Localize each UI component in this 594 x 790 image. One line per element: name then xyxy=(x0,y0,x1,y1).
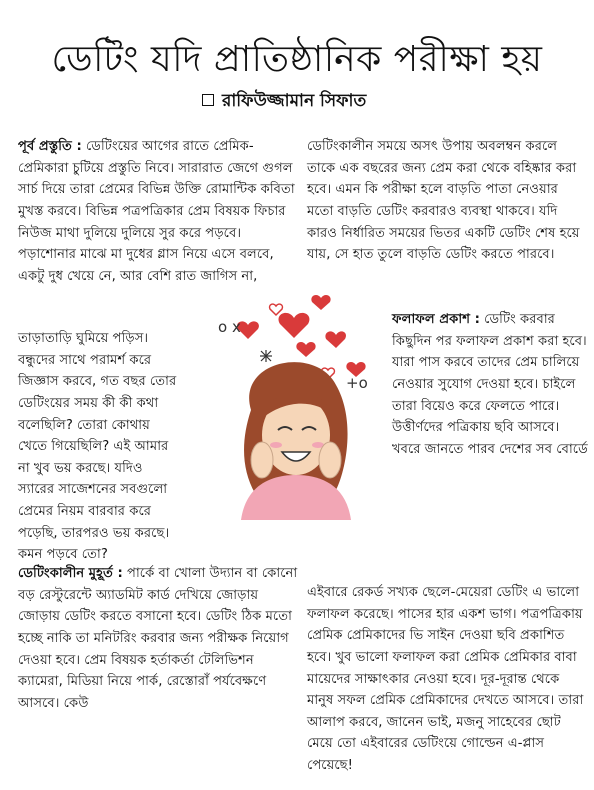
preparation-heading: পূর্ব প্রস্তুতি : xyxy=(18,139,82,155)
heart-icon xyxy=(270,304,283,315)
left-hand xyxy=(251,442,273,478)
preparation-text: ডেটিংয়ের আগের রাতে প্রেমিক-প্রেমিকারা চুটিয়ে প্রস্তুতি নিবে। সারারাত জেগে গুগল সার্চ দিয়ে তারা প্রেমের বিভিন্ন উক্তি রোমান্টিক কবিতা মুখস্ত করবে। বিভিন্ন পত্রপত্রিকার প্রেম বিষয়ক ফিচার নিউজ মাথা দুলিয়ে দুলিয়ে সুর করে পড়বে। পড়াশোনার মাঝে মা দুধের গ্লাস নিয়ে এসে বলবে, একটু দুধ খেয়ে নে, আর বেশি রাত জাগিস না, xyxy=(18,139,295,284)
heart-icon xyxy=(325,331,346,348)
doodle-plus-o: +o xyxy=(346,374,368,392)
section-result xyxy=(392,296,588,474)
square-bullet-icon xyxy=(202,94,214,106)
moment-paragraph xyxy=(18,563,300,714)
girl-illustration xyxy=(196,290,396,520)
author-name: রাফিউজ্জামান সিফাত xyxy=(222,91,367,111)
preparation-continued xyxy=(18,315,178,582)
blush xyxy=(270,442,282,448)
moment-text: পার্কে বা খোলা উদ্যান বা কোনো বড় রেস্টুরেন্টে অ্যাডমিট কার্ড দেখিয়ে জোড়ায় জোড়ায় ডেটিং করতে বসানো হবে। ডেটিং ঠিক মতো হচ্ছে নাকি তা মনিটরিং করবার জন্য পরীক্ষক নিয়োগ দেওয়া হবে। প্রেম বিষয়ক হর্তাকর্তা টেলিভিশন ক্যামেরা, মিডিয়া নিয়ে পার্ক, রেস্তোরাঁ পর্যবেক্ষণে আসবে। কেউ xyxy=(18,566,298,711)
heart-icon xyxy=(311,295,330,310)
section-moment xyxy=(18,550,300,728)
section-continuation xyxy=(307,123,587,279)
result-paragraph xyxy=(392,309,588,460)
article-title: ডেটিং যদি প্রাতিষ্ঠানিক পরীক্ষা হয় xyxy=(51,39,543,81)
result-continued xyxy=(307,569,587,790)
heart-icon xyxy=(279,313,310,338)
preparation-narrow-text: তাড়াতাড়ি ঘুমিয়ে পড়িস। বন্ধুদের সাথে পরামর্শ করে জিজ্ঞাস করবে, গত বছর তোর ডেটিংয়ের সময় কী কী কথা বলেছিলি? তোরা কোথায় খেতে গিয়েছিলি? এই আমার না খুব ভয় করছে। যদিও স্যারের সাজেশনের সবগুলো প্রেমের নিয়ম বারবার করে পড়েছি, তারপরও ভয় করছে। কমন পড়বে তো? xyxy=(18,331,177,563)
right-hand xyxy=(319,442,341,478)
continuation-text: ডেটিংকালীন সময়ে অসৎ উপায় অবলম্বন করলে তাকে এক বছরের জন্য প্রেম করা থেকে বহিষ্কার করা হবে। এমন কি পরীক্ষা হলে বাড়তি পাতা নেওয়ার মতো বাড়তি ডেটিং করবারও ব্যবস্থা থাকবে। যদি কারও নির্ধারিত সময়ের ভিতর একটি ডেটিং শেষ হয়ে যায়, সে হাত তুলে বাড়তি ডেটিং করতে পারবে। xyxy=(307,139,580,263)
heart-icon xyxy=(296,342,315,357)
sparkle-icon xyxy=(260,350,272,362)
result-narrow-text: ডেটিং করবার কিছুদিন পর ফলাফল প্রকাশ করা হবে। যারা পাস করবে তাদের প্রেম চালিয়ে নেওয়ার সুযোগ দেওয়া হবে। চাইলে তারা বিয়েও করে ফেলতে পারে। উত্তীর্ণদের পত্রিকায় ছবি আসবে। খবরে জানতে পারব দেশের সব বোর্ডে xyxy=(392,312,588,457)
moment-heading: ডেটিংকালীন মুহূর্ত : xyxy=(18,566,123,582)
result-wide-text: এইবারে রেকর্ড সখ্যক ছেলে-মেয়েরা ডেটিং এ ভালো ফলাফল করেছে। পাসের হার একশ ভাগ। পত্রপত্রিকায় প্রেমিক প্রেমিকাদের ভি সাইন দেওয়া ছবি প্রকাশিত হবে। খুব ভালো ফলাফল করা প্রেমিক প্রেমিকার বাবা মায়েদের সাক্ষাৎকার নেওয়া হবে। দূর-দূরান্ত থেকে মানুষ সফল প্রেমিক প্রেমিকাদের দেখতে আসবে। তারা আলাপ করবে, জানেন ভাই, মজনু সাহেবের ছোট মেয়ে তো এইবারের ডেটিংয়ে গোল্ডেন এ-প্লাস পেয়েছে! xyxy=(307,585,584,773)
section-preparation xyxy=(18,123,300,301)
preparation-paragraph xyxy=(18,136,300,287)
byline xyxy=(202,88,366,116)
result-heading: ফলাফল প্রকাশ : xyxy=(392,312,480,328)
doodle-ox: o x xyxy=(218,318,241,336)
